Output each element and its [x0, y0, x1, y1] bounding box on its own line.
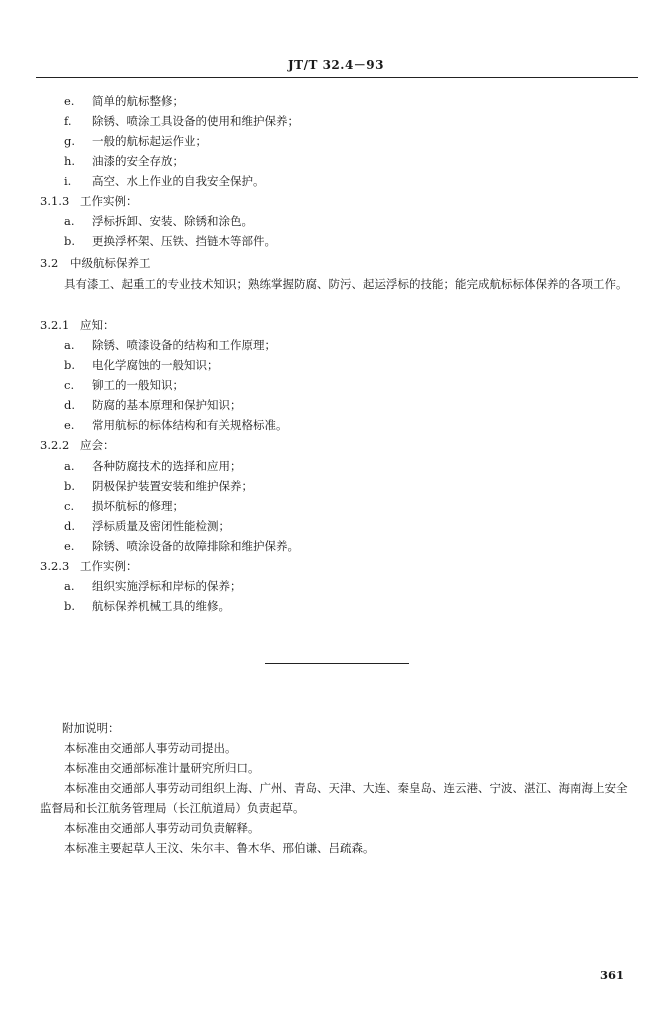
item-text: 防腐的基本原理和保护知识； — [92, 398, 242, 412]
list-item — [64, 418, 288, 433]
note-line: 本标准由交通部人事劳动司负责解释。 — [64, 821, 260, 835]
section-number: 3.2.2 — [40, 438, 70, 452]
section-title: 工作实例： — [80, 559, 138, 573]
note-line: 本标准由交通部标准计量研究所归口。 — [64, 761, 260, 775]
item-marker: i. — [64, 174, 72, 188]
list-item — [64, 114, 299, 129]
list-item — [64, 519, 230, 534]
list-item — [64, 338, 276, 353]
section-heading-3-2 — [40, 256, 151, 271]
section-number: 3.2.3 — [40, 559, 70, 573]
section-3-2-paragraph: 具有漆工、起重工的专业技术知识；熟练掌握防腐、防污、起运浮标的技能；能完成航标标体保养的各项工作。 — [64, 277, 628, 291]
item-marker: b. — [64, 479, 76, 493]
item-marker: g. — [64, 134, 76, 148]
item-text: 除锈、喷漆设备的结构和工作原理； — [92, 338, 276, 352]
item-text: 除锈、喷涂工具设备的使用和维护保养； — [92, 114, 299, 128]
item-marker: a. — [64, 579, 75, 593]
section-number: 3.2.1 — [40, 318, 70, 332]
list-item — [64, 599, 230, 614]
page-number: 361 — [600, 968, 625, 982]
list-item — [64, 398, 242, 413]
item-text: 阴极保护装置安装和维护保养； — [92, 479, 253, 493]
section-heading-3-2-3 — [40, 559, 138, 574]
item-text: 一般的航标起运作业； — [92, 134, 207, 148]
list-item — [64, 358, 219, 373]
section-title: 应知： — [80, 318, 115, 332]
section-heading-3-1-3 — [40, 194, 138, 209]
note-line: 本标准主要起草人王汶、朱尔丰、鲁木华、邢伯谦、吕疏森。 — [64, 841, 375, 855]
list-item — [64, 94, 184, 109]
header-rule — [36, 77, 638, 78]
item-text: 航标保养机械工具的维修。 — [92, 599, 230, 613]
list-item — [64, 459, 242, 474]
item-text: 浮标质量及密闭性能检测； — [92, 519, 230, 533]
item-marker: h. — [64, 154, 76, 168]
list-item — [64, 378, 184, 393]
item-marker: b. — [64, 358, 76, 372]
list-item — [64, 579, 242, 594]
item-marker: d. — [64, 519, 76, 533]
item-marker: b. — [64, 599, 76, 613]
section-heading-3-2-2 — [40, 438, 115, 453]
item-text: 常用航标的标体结构和有关规格标准。 — [92, 418, 288, 432]
item-marker: e. — [64, 94, 75, 108]
note-line: 本标准由交通部人事劳动司组织上海、广州、青岛、天津、大连、秦皇岛、连云港、宁波、湛江、海南海上安全监督局和长江航务管理局（长江航道局）负责起草。 — [40, 781, 628, 815]
item-text: 简单的航标整修； — [92, 94, 184, 108]
item-marker: d. — [64, 398, 76, 412]
item-text: 组织实施浮标和岸标的保养； — [92, 579, 242, 593]
list-item — [64, 134, 207, 149]
item-text: 更换浮杯架、压铁、挡链木等部件。 — [92, 234, 276, 248]
notes-title: 附加说明： — [62, 721, 120, 735]
item-text: 高空、水上作业的自我安全保护。 — [92, 174, 265, 188]
list-item — [64, 174, 265, 189]
item-marker: e. — [64, 539, 75, 553]
item-text: 浮标拆卸、安装、除锈和涂色。 — [92, 214, 253, 228]
list-item — [64, 479, 253, 494]
item-marker: a. — [64, 459, 75, 473]
item-marker: e. — [64, 418, 75, 432]
item-text: 各种防腐技术的选择和应用； — [92, 459, 242, 473]
item-marker: a. — [64, 338, 75, 352]
item-text: 除锈、喷涂设备的故障排除和维护保养。 — [92, 539, 299, 553]
item-marker: a. — [64, 214, 75, 228]
section-title: 工作实例： — [80, 194, 138, 208]
end-separator-rule — [265, 663, 409, 664]
item-marker: c. — [64, 499, 75, 513]
item-marker: b. — [64, 234, 76, 248]
page-header: JT/T 32.4－93 — [287, 58, 385, 72]
section-title: 应会： — [80, 438, 115, 452]
item-text: 电化学腐蚀的一般知识； — [92, 358, 219, 372]
note-line: 本标准由交通部人事劳动司提出。 — [64, 741, 237, 755]
list-item — [64, 214, 253, 229]
list-item — [64, 499, 184, 514]
item-text: 铆工的一般知识； — [92, 378, 184, 392]
item-text: 损坏航标的修理； — [92, 499, 184, 513]
item-marker: c. — [64, 378, 75, 392]
section-number: 3.2 — [40, 256, 59, 270]
section-number: 3.1.3 — [40, 194, 70, 208]
list-item — [64, 539, 299, 554]
section-title: 中级航标保养工 — [70, 256, 151, 270]
item-marker: f. — [64, 114, 72, 128]
section-heading-3-2-1 — [40, 318, 115, 333]
list-item — [64, 154, 184, 169]
item-text: 油漆的安全存放； — [92, 154, 184, 168]
list-item — [64, 234, 276, 249]
